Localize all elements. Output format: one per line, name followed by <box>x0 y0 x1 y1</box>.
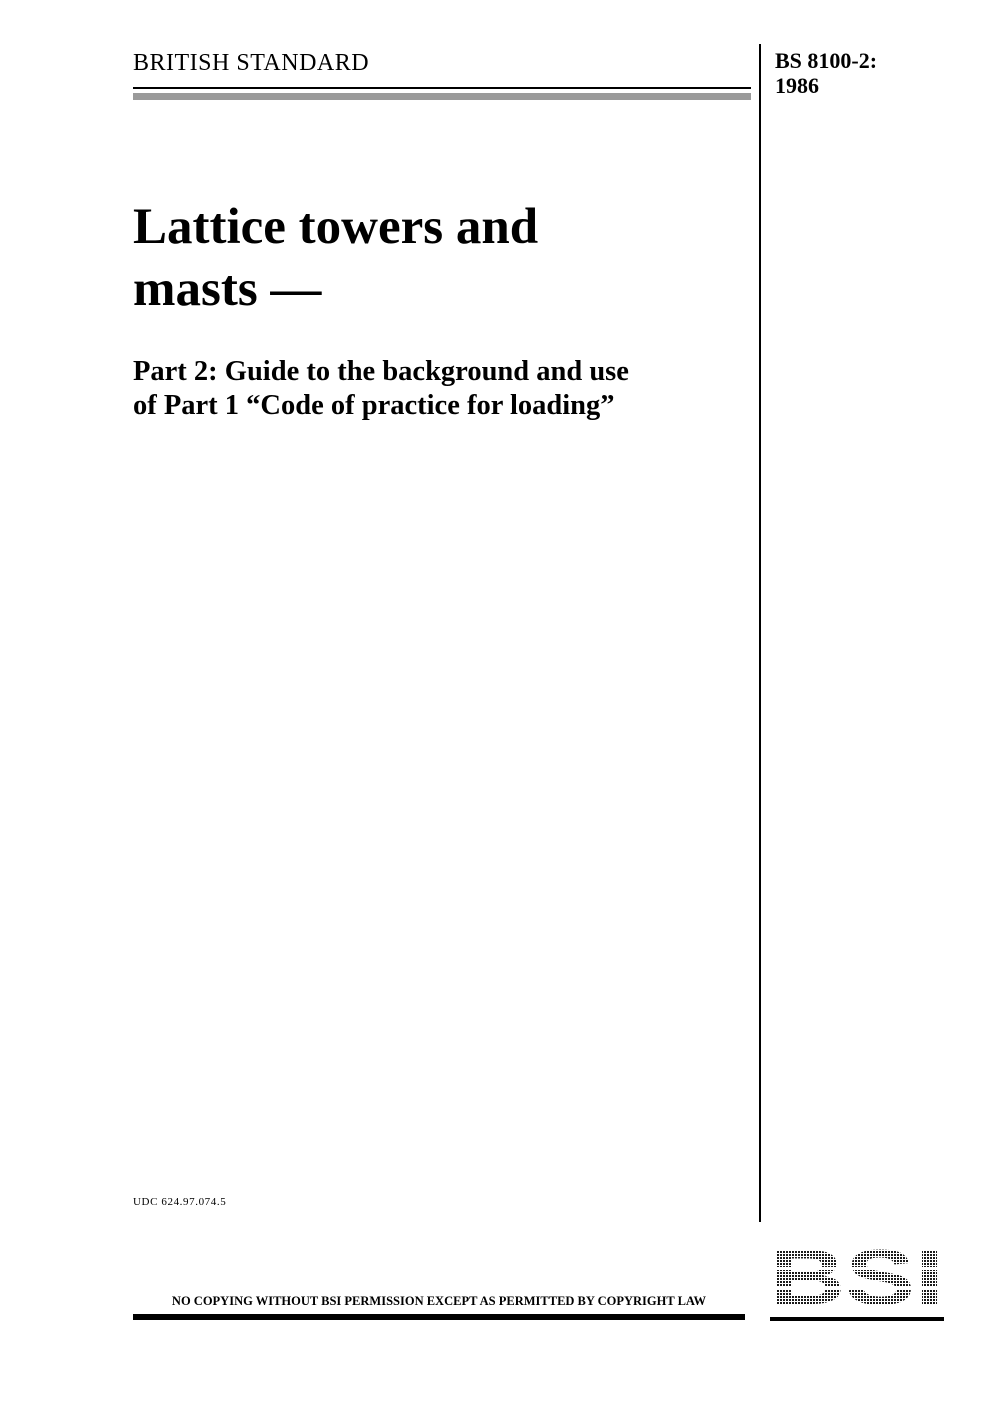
document-subtitle-line2: of Part 1 “Code of practice for loading” <box>133 390 615 421</box>
standard-number <box>775 48 877 98</box>
document-title-line1: Lattice towers and <box>133 199 539 255</box>
header-rule-thin <box>133 87 751 89</box>
vertical-divider <box>759 44 761 1222</box>
copyright-notice: NO COPYING WITHOUT BSI PERMISSION EXCEPT AS PERMITTED BY COPYRIGHT LAW <box>171 1294 707 1308</box>
bsi-logo-icon <box>768 1242 946 1322</box>
standard-number-line1: BS 8100-2: <box>775 48 878 73</box>
document-title <box>133 196 743 320</box>
standard-number-line2: 1986 <box>775 73 819 98</box>
document-subtitle <box>133 355 751 423</box>
footer-rule <box>133 1314 745 1320</box>
header-rule-grey <box>133 93 751 100</box>
document-subtitle-line1: Part 2: Guide to the background and use <box>133 356 629 387</box>
udc-classification: UDC 624.97.074.5 <box>133 1196 227 1208</box>
series-label: BRITISH STANDARD <box>133 50 370 76</box>
document-title-line2: masts — <box>133 261 322 317</box>
